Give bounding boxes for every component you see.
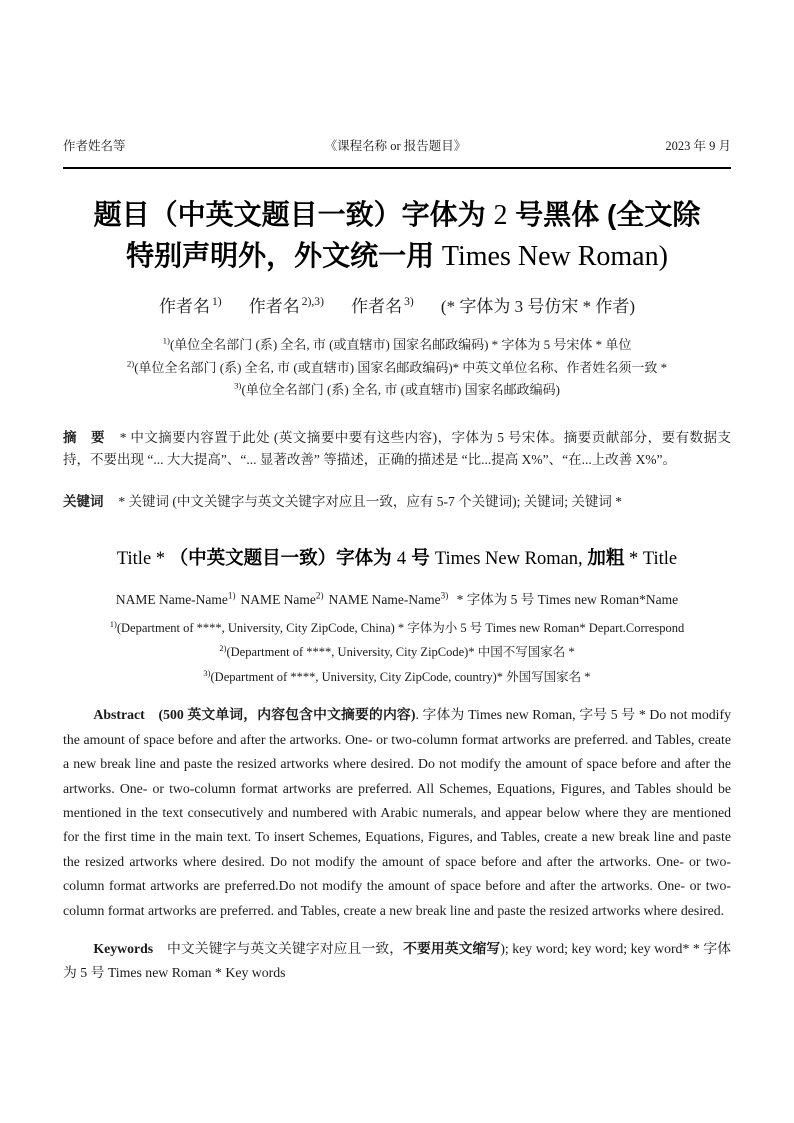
keywords-en-bold-note: 不要用英文缩写: [403, 941, 501, 957]
title-en-seg-latin: * Title: [624, 548, 678, 569]
keywords-zh-text: * 关键词 (中文关键字与英文关键字对应且一致，应有 5-7 个关键词); 关键词; 关键词 *: [118, 494, 622, 510]
author-en-2-name: NAME Name: [240, 591, 316, 607]
affiliation-en-2: [63, 640, 731, 665]
author-3-superscript: 3): [404, 295, 414, 309]
title-en-seg-latin: 4: [396, 548, 407, 569]
header-author: 作者姓名等: [63, 139, 126, 153]
keywords-en-label: Keywords: [93, 941, 154, 957]
abstract-zh-label: 摘 要: [63, 429, 105, 445]
author-3: [351, 297, 414, 316]
author-en-3-superscript: 3): [440, 590, 449, 601]
affiliations-en: [63, 616, 731, 690]
author-en-1-superscript: 1): [227, 590, 236, 601]
title-en-seg-cjk: （中英文题目一致）字体为: [169, 546, 397, 568]
keywords-en: [63, 937, 731, 986]
title-en-seg-cjk: 号: [406, 546, 435, 568]
abstract-zh: [63, 427, 731, 473]
header-course-title: 《课程名称 or 报告题目》: [324, 139, 467, 153]
authors-note: (* 字体为 3 号仿宋 * 作者): [440, 297, 635, 316]
abstract-en-text: . 字体为 Times new Roman, 字号 5 号 * Do not modify the amount of space before and after the artworks. One- or two-column format artworks are preferred. and Tables, create a new break line and paste the resized artworks where desired. Do not modify the amount of space before and after the artworks. One- or two-column format artworks are preferred. All Schemes, Equations, Figures, and Tables should be mentioned in the text consecutively and numbered with Arabic numerals, and appear below where they are mentioned for the first time in the main text. To insert Schemes, Equations, Figures, and Tables, create a new break line and paste the resized artworks where desired. Do not modify the amount of space before and after the artworks. One- or two-column format artworks are preferred.Do not modify the amount of space before and after the artworks. One- or two-column format artworks are preferred. and Tables, create a new break line and paste the resized artworks where desired.: [63, 707, 731, 918]
affiliation-zh-3-superscript: 3): [234, 380, 242, 391]
author-2-name: 作者名: [248, 297, 300, 316]
abstract-zh-text: * 中文摘要内容置于此处 (英文摘要中要有这些内容)，字体为 5 号宋体。摘要贡献部分，要有数据支持，不要出现 “... 大大提高”、“... 显著改善” 等描述，正确的描述是 “比...提高 X%”、“在...上改善 X%”。: [63, 429, 731, 468]
abstract-en-label: Abstract: [93, 707, 145, 723]
author-en-1: [116, 592, 236, 607]
affiliation-en-3: [63, 665, 731, 690]
affiliation-zh-2: [63, 357, 731, 380]
keywords-en-text-2: ); key word; key word; key word* * 字体为 5 号 Times new Roman * Key words: [63, 941, 732, 981]
affiliation-en-1-superscript: 1): [109, 618, 117, 629]
affiliation-en-1-text: (Department of ****, University, City ZipCode, China) * 字体为小 5 号 Times new Roman* Depart.Correspond: [116, 620, 685, 635]
affiliation-zh-1-text: (单位全名部门 (系) 全名, 市 (或直辖市) 国家名邮政编码) * 字体为 5 号宋体 * 单位: [169, 337, 632, 352]
title-zh-seg-latin: 2: [493, 200, 508, 231]
affiliations-zh: [63, 334, 731, 402]
affiliation-zh-2-superscript: 2): [126, 358, 135, 369]
paper-title-zh-line2: [63, 236, 731, 277]
header-date: 2023 年 9 月: [665, 139, 731, 153]
affiliation-zh-1: [63, 334, 731, 357]
title-zh-seg: 特别声明外，外文统一用: [126, 240, 442, 271]
author-2-superscript: 2),3): [301, 295, 324, 309]
author-en-2: [241, 592, 324, 607]
abstract-en: [63, 703, 731, 923]
affiliation-zh-3: [63, 379, 731, 402]
running-header: [63, 138, 731, 154]
author-1-name: 作者名: [158, 297, 210, 316]
author-1: [159, 297, 222, 316]
abstract-en-bold-note: (500 英文单词，内容包含中文摘要的内容): [158, 707, 416, 723]
keywords-zh-label: 关键词: [63, 494, 104, 510]
authors-line-zh: [63, 295, 731, 319]
authors-en-note: * 字体为 5 号 Times new Roman*Name: [453, 591, 679, 607]
author-en-1-name: NAME Name-Name: [115, 591, 228, 607]
title-en-seg-latin: Title *: [116, 548, 170, 569]
author-2: [249, 297, 324, 316]
author-en-3: [329, 592, 449, 607]
affiliation-en-2-text: (Department of ****, University, City ZipCode)* 中国不写国家名 *: [226, 645, 575, 660]
author-en-2-superscript: 2): [315, 590, 324, 601]
affiliation-en-3-text: (Department of ****, University, City ZipCode, country)* 外国写国家名 *: [210, 669, 591, 684]
affiliation-en-1: [63, 616, 731, 641]
title-en-seg-cjk: 加粗: [587, 546, 625, 568]
paper-title-zh: [63, 195, 731, 277]
author-en-3-name: NAME Name-Name: [328, 591, 441, 607]
affiliation-zh-1-superscript: 1): [162, 335, 170, 346]
affiliation-en-3-superscript: 3): [203, 667, 211, 678]
page-content: [0, 138, 794, 986]
header-divider: [63, 167, 731, 169]
affiliation-zh-2-text: (单位全名部门 (系) 全名, 市 (或直辖市) 国家名邮政编码)* 中英文单位名称、作者姓名须一致 *: [134, 359, 668, 375]
affiliation-en-2-superscript: 2): [219, 643, 227, 654]
title-zh-seg-latin: Times New Roman): [441, 241, 668, 272]
keywords-zh: [63, 491, 731, 514]
keywords-en-text-1: 中文关键字与英文关键字对应且一致，: [166, 941, 404, 957]
authors-line-en: [63, 590, 731, 610]
author-3-name: 作者名: [351, 297, 403, 316]
author-1-superscript: 1): [211, 295, 222, 309]
title-en-seg-latin: Times New Roman,: [434, 548, 588, 569]
paper-title-en: [63, 543, 731, 574]
title-zh-seg: 号黑体 (全文除: [507, 199, 701, 230]
paper-title-zh-line1: [63, 195, 731, 236]
affiliation-zh-3-text: (单位全名部门 (系) 全名, 市 (或直辖市) 国家名邮政编码): [241, 382, 560, 397]
title-zh-seg: 题目（中英文题目一致）字体为: [93, 199, 494, 230]
